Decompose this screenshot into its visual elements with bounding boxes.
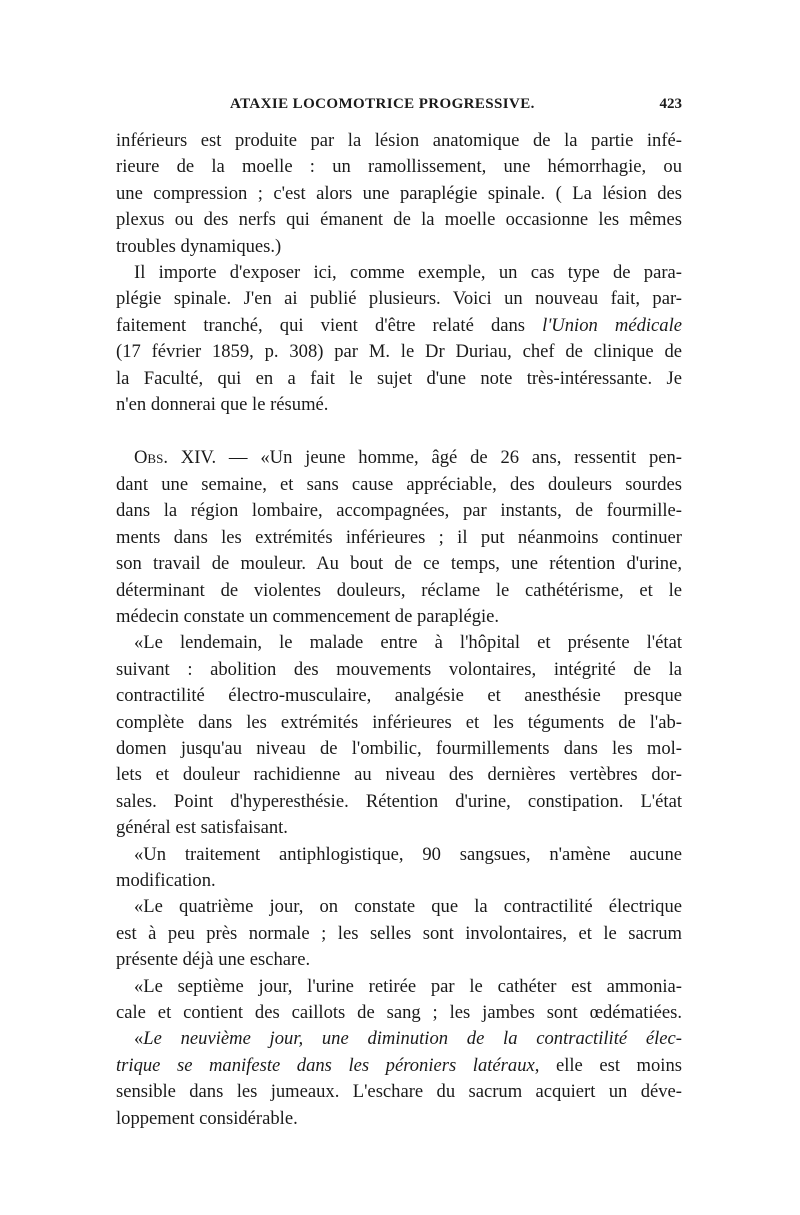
text-line: n'en donnerai que le résumé. [116, 394, 329, 416]
text-line: déterminant de violentes douleurs, réclame le cathétérisme, et le [116, 579, 682, 601]
text-line: contractilité électro-musculaire, analgésie et anesthésie presque [116, 685, 682, 707]
text-line: plégie spinale. J'en ai publié plusieurs. Voici un nouveau fait, par- [116, 288, 682, 310]
text-line [116, 445, 682, 471]
text-line: «Le septième jour, l'urine retirée par le cathéter est ammonia- [134, 975, 682, 997]
text-line: dans la région lombaire, accompagnées, par instants, de fourmille- [116, 500, 682, 522]
text-line: inférieurs est produite par la lésion anatomique de la partie infé- [116, 130, 682, 151]
text-line: la Faculté, qui en a fait le sujet d'une note très-intéressante. Je [116, 367, 682, 389]
text-line [116, 313, 682, 339]
italic-segment: trique se manifeste dans les péroniers latéraux [116, 1054, 535, 1076]
book-page [116, 96, 682, 1132]
text-line: une compression ; c'est alors une paraplégie spinale. ( La lésion des [116, 182, 682, 204]
observation-label: Obs. XIV. [134, 447, 217, 469]
text-line: plexus ou des nerfs qui émanent de la moelle occasionne les mêmes [116, 209, 682, 231]
section-gap [116, 418, 682, 445]
text-line: «Le lendemain, le malade entre à l'hôpital et présente l'état [134, 632, 682, 654]
text-line: général est satisfaisant. [116, 817, 288, 839]
text-segment: , elle est moins [534, 1054, 682, 1076]
body-text [116, 128, 682, 1132]
text-line: complète dans les extrémités inférieures et les téguments de l'ab- [116, 711, 682, 733]
running-head [116, 96, 682, 122]
text-line [116, 1053, 682, 1079]
text-line: cale et contient des caillots de sang ; les jambes sont œdématiées. [116, 1002, 682, 1023]
observation-xiv [116, 445, 682, 1132]
text-segment: faitement tranché, qui vient d'être relaté dans [116, 314, 543, 336]
text-line: ments dans les extrémités inférieures ; il put néanmoins continuer [116, 526, 682, 548]
text-line: loppement considérable. [116, 1107, 298, 1129]
text-line: suivant : abolition des mouvements volontaires, intégrité de la [116, 658, 682, 680]
journal-title: l'Union médicale [542, 314, 682, 336]
text-line: dant une semaine, et sans cause appréciable, des douleurs sourdes [116, 473, 682, 495]
text-segment: « [134, 1028, 144, 1050]
text-line: lets et douleur rachidienne au niveau des dernières vertèbres dor- [116, 764, 682, 786]
text-line [116, 1026, 682, 1052]
text-line: domen jusqu'au niveau de l'ombilic, fourmillements dans les mol- [116, 737, 682, 759]
text-line: son travail de mouleur. Au bout de ce temps, une rétention d'urine, [116, 553, 682, 575]
page-number: 423 [659, 96, 682, 112]
text-line: sales. Point d'hyperesthésie. Rétention d'urine, constipation. L'état [116, 790, 682, 812]
running-title: ATAXIE LOCOMOTRICE PROGRESSIVE. [230, 96, 535, 112]
text-line: «Le quatrième jour, on constate que la contractilité électrique [134, 896, 682, 918]
text-line: présente déjà une eschare. [116, 949, 311, 971]
paragraph-continuation [116, 128, 682, 260]
text-line: est à peu près normale ; les selles sont involontaires, et le sacrum [116, 922, 682, 944]
text-line: «Un traitement antiphlogistique, 90 sangsues, n'amène aucune [134, 843, 682, 865]
text-line: médecin constate un commencement de paraplégie. [116, 605, 500, 627]
text-line: rieure de la moelle : un ramollissement, une hémorrhagie, ou [116, 156, 682, 178]
italic-segment: Le neuvième jour, une diminution de la contractilité élec- [143, 1028, 682, 1050]
paragraph-paraplegie [116, 260, 682, 418]
text-line: sensible dans les jumeaux. L'eschare du sacrum acquiert un déve- [116, 1081, 682, 1103]
text-line: troubles dynamiques.) [116, 235, 282, 257]
text-line: (17 février 1859, p. 308) par M. le Dr Duriau, chef de clinique de [116, 341, 682, 363]
text-line: Il importe d'exposer ici, comme exemple, un cas type de para- [134, 262, 682, 284]
text-segment: — «Un jeune homme, âgé de 26 ans, ressentit pen- [216, 447, 682, 469]
text-line: modification. [116, 869, 216, 891]
